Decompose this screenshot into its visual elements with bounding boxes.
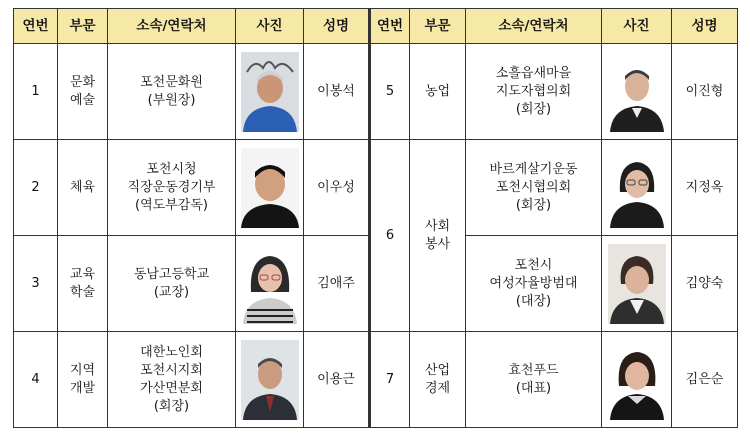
field-line: 지역 <box>69 362 96 378</box>
row-no: 2 <box>14 140 58 236</box>
row-name: 김애주 <box>304 236 370 332</box>
header-affiliation-right: 소속/연락처 <box>466 9 602 44</box>
affiliation-line: (역도부감독) <box>135 197 208 213</box>
row-field <box>58 332 108 428</box>
row-name: 이우성 <box>304 140 370 236</box>
row-no: 7 <box>370 332 410 428</box>
field-line: 경제 <box>424 380 451 396</box>
row-affiliation <box>466 44 602 140</box>
row-affiliation <box>108 332 236 428</box>
portrait-photo <box>608 244 666 324</box>
row-no: 4 <box>14 332 58 428</box>
portrait-photo <box>241 340 299 420</box>
row-field <box>58 140 108 236</box>
row-photo <box>602 332 672 428</box>
portrait-photo <box>241 244 299 324</box>
affiliation-line: (회장) <box>515 197 552 213</box>
header-name-left: 성명 <box>304 9 370 44</box>
field-line: 교육 <box>69 266 96 282</box>
row-no: 5 <box>370 44 410 140</box>
portrait-photo <box>241 52 299 132</box>
affiliation-line: 동남고등학교 <box>133 266 210 282</box>
affiliation-line: (회장) <box>153 398 190 414</box>
affiliation-line: (부원장) <box>147 92 196 108</box>
portrait-photo <box>608 340 666 420</box>
affiliation-line: 대한노인회 <box>140 344 203 360</box>
row-name: 이봉석 <box>304 44 370 140</box>
row-photo <box>602 140 672 236</box>
affiliation-line: (회장) <box>515 101 552 117</box>
row-field <box>58 236 108 332</box>
awardee-table <box>13 8 738 428</box>
field-line: 개발 <box>69 380 96 396</box>
row-name: 이용근 <box>304 332 370 428</box>
header-name-right: 성명 <box>672 9 738 44</box>
row-name: 이진형 <box>672 44 738 140</box>
affiliation-line: 가산면분회 <box>140 380 203 396</box>
field-line: 체육 <box>69 179 96 195</box>
table-row <box>14 140 738 236</box>
header-field-left: 부문 <box>58 9 108 44</box>
row-photo <box>602 236 672 332</box>
affiliation-line: 지도자협의회 <box>495 83 572 99</box>
affiliation-line: 효천푸드 <box>508 362 559 378</box>
field-line: 산업 <box>424 362 451 378</box>
affiliation-line: (대장) <box>515 293 552 309</box>
row-photo <box>236 236 304 332</box>
affiliation-line: 직장운동경기부 <box>127 179 216 195</box>
affiliation-line: 포천시 <box>514 257 553 273</box>
field-line: 봉사 <box>424 236 451 252</box>
header-field-right: 부문 <box>410 9 466 44</box>
row-affiliation <box>466 140 602 236</box>
field-line: 농업 <box>424 83 451 99</box>
row-affiliation <box>108 236 236 332</box>
affiliation-line: 바르게살기운동 <box>489 161 578 177</box>
row-field <box>410 44 466 140</box>
header-photo-right: 사진 <box>602 9 672 44</box>
field-line: 학술 <box>69 284 96 300</box>
field-line: 예술 <box>69 92 96 108</box>
affiliation-line: 포천시지회 <box>140 362 203 378</box>
row-field <box>410 332 466 428</box>
affiliation-line: 소흘읍새마을 <box>495 65 572 81</box>
portrait-photo <box>608 148 666 228</box>
row-name: 김은순 <box>672 332 738 428</box>
affiliation-line: (대표) <box>515 380 552 396</box>
row-field <box>410 140 466 332</box>
field-line: 문화 <box>69 74 96 90</box>
affiliation-line: 포천시협의회 <box>495 179 572 195</box>
row-affiliation <box>108 140 236 236</box>
header-no-right: 연번 <box>370 9 410 44</box>
header-row <box>14 9 738 44</box>
row-no: 3 <box>14 236 58 332</box>
affiliation-line: (교장) <box>153 284 190 300</box>
affiliation-line: 포천문화원 <box>140 74 203 90</box>
table-row <box>14 332 738 428</box>
row-affiliation <box>466 332 602 428</box>
row-name: 김양숙 <box>672 236 738 332</box>
row-affiliation <box>466 236 602 332</box>
affiliation-line: 여성자율방범대 <box>489 275 578 291</box>
row-photo <box>602 44 672 140</box>
row-no: 1 <box>14 44 58 140</box>
row-no: 6 <box>370 140 410 332</box>
header-affiliation-left: 소속/연락처 <box>108 9 236 44</box>
affiliation-line: 포천시청 <box>146 161 197 177</box>
portrait-photo <box>241 148 299 228</box>
row-field <box>58 44 108 140</box>
portrait-photo <box>608 52 666 132</box>
header-no-left: 연번 <box>14 9 58 44</box>
row-photo <box>236 332 304 428</box>
row-photo <box>236 44 304 140</box>
row-photo <box>236 140 304 236</box>
field-line: 사회 <box>424 218 451 234</box>
row-name: 지정옥 <box>672 140 738 236</box>
table-row <box>14 44 738 140</box>
row-affiliation <box>108 44 236 140</box>
header-photo-left: 사진 <box>236 9 304 44</box>
